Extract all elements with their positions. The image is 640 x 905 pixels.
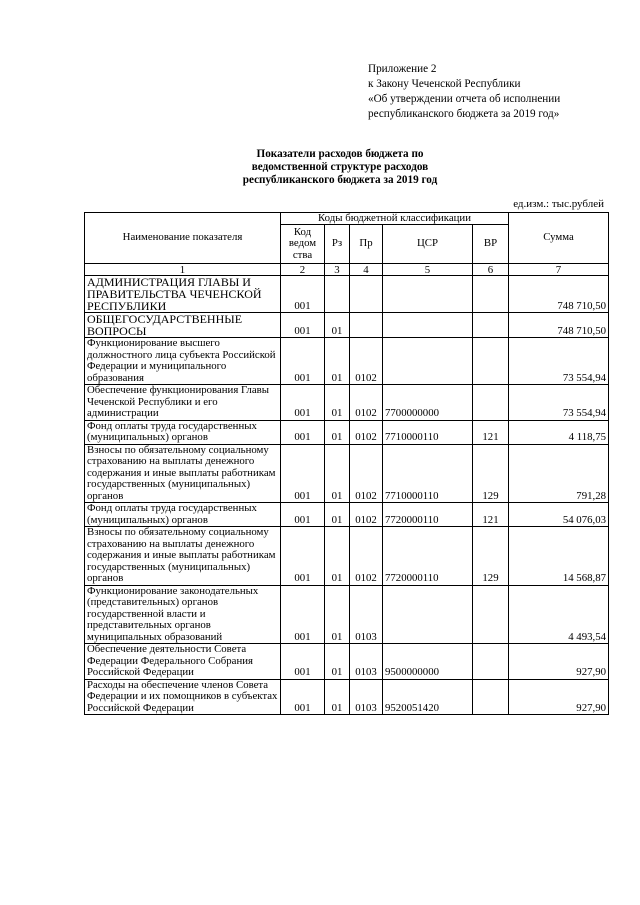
header-kod-line: ства: [292, 248, 313, 261]
header-pr: Пр: [350, 225, 383, 264]
row-name: Обеспечение деятельности Совета Федерации Федерального Собрания Российской Федерации: [85, 644, 281, 680]
row-sum: 4 118,75: [509, 420, 609, 444]
header-kod: [281, 225, 325, 264]
row-sum: 791,28: [509, 444, 609, 503]
row-rz: 01: [325, 679, 350, 715]
table-row: [85, 644, 609, 680]
row-vr: [473, 338, 509, 385]
row-sum: 927,90: [509, 679, 609, 715]
title-line: республиканского бюджета за 2019 год: [242, 174, 438, 186]
row-pr: 0103: [350, 679, 383, 715]
table-body: [85, 276, 609, 715]
row-vr: [473, 385, 509, 421]
row-csr: 7710000110: [383, 444, 473, 503]
header-name: Наименование показателя: [85, 213, 281, 264]
column-number: 4: [350, 264, 383, 276]
row-vr: 129: [473, 527, 509, 586]
column-number: 2: [281, 264, 325, 276]
row-csr: [383, 338, 473, 385]
title-line: ведомственной структуре расходов: [251, 161, 429, 173]
table-row: [85, 527, 609, 586]
row-vr: [473, 644, 509, 680]
header-codes-group: Коды бюджетной классификации: [281, 213, 509, 225]
column-number: 3: [325, 264, 350, 276]
expenditure-table: [84, 212, 609, 715]
row-vr: 121: [473, 420, 509, 444]
row-csr: 7700000000: [383, 385, 473, 421]
table-row: [85, 679, 609, 715]
row-name: Расходы на обеспечение членов Совета Федерации и их помощников в субъектах Российской Федерации: [85, 679, 281, 715]
row-sum: 73 554,94: [509, 385, 609, 421]
header-sum: Сумма: [509, 213, 609, 264]
row-name: АДМИНИСТРАЦИЯ ГЛАВЫ И ПРАВИТЕЛЬСТВА ЧЕЧЕНСКОЙ РЕСПУБЛИКИ: [85, 276, 281, 313]
row-name: Взносы по обязательному социальному страхованию на выплаты денежного содержания и иные выплаты работникам государственных (муниципальных) органов: [85, 527, 281, 586]
header-rz: Рз: [325, 225, 350, 264]
row-rz: 01: [325, 503, 350, 527]
row-vr: [473, 276, 509, 313]
row-pr: 0103: [350, 585, 383, 644]
row-sum: 4 493,54: [509, 585, 609, 644]
table-row: [85, 338, 609, 385]
row-csr: 9520051420: [383, 679, 473, 715]
row-kod: 001: [281, 444, 325, 503]
row-name: Обеспечение функционирования Главы Чеченской Республики и его администрации: [85, 385, 281, 421]
row-kod: 001: [281, 276, 325, 313]
row-csr: 7720000110: [383, 527, 473, 586]
row-kod: 001: [281, 420, 325, 444]
row-sum: 748 710,50: [509, 313, 609, 338]
table-row: [85, 444, 609, 503]
row-rz: 01: [325, 644, 350, 680]
row-csr: 9500000000: [383, 644, 473, 680]
row-kod: 001: [281, 585, 325, 644]
row-pr: 0102: [350, 420, 383, 444]
row-pr: 0102: [350, 444, 383, 503]
row-name: Взносы по обязательному социальному страхованию на выплаты денежного содержания и иные выплаты работникам государственных (муниципальных) органов: [85, 444, 281, 503]
row-pr: 0102: [350, 503, 383, 527]
row-sum: 14 568,87: [509, 527, 609, 586]
appendix-line: «Об утверждении отчета об исполнении: [368, 93, 561, 105]
row-kod: 001: [281, 313, 325, 338]
row-kod: 001: [281, 644, 325, 680]
row-kod: 001: [281, 385, 325, 421]
row-kod: 001: [281, 503, 325, 527]
title-line: Показатели расходов бюджета по: [256, 148, 424, 160]
row-name: Фонд оплаты труда государственных (муниципальных) органов: [85, 503, 281, 527]
row-rz: 01: [325, 385, 350, 421]
row-sum: 748 710,50: [509, 276, 609, 313]
row-sum: 73 554,94: [509, 338, 609, 385]
row-vr: [473, 585, 509, 644]
row-name: Функционирование законодательных (представительных) органов государственной власти и представительных органов муниципальных образований: [85, 585, 281, 644]
row-sum: 54 076,03: [509, 503, 609, 527]
column-number-row: [85, 264, 609, 276]
row-vr: 121: [473, 503, 509, 527]
header-vr: ВР: [473, 225, 509, 264]
appendix-line: к Закону Чеченской Республики: [368, 78, 521, 90]
appendix-note: [368, 62, 560, 122]
row-rz: 01: [325, 444, 350, 503]
row-rz: [325, 276, 350, 313]
row-pr: [350, 313, 383, 338]
table-row: [85, 420, 609, 444]
row-vr: [473, 313, 509, 338]
row-kod: 001: [281, 338, 325, 385]
row-sum: 927,90: [509, 644, 609, 680]
appendix-line: республиканского бюджета за 2019 год»: [368, 108, 560, 120]
unit-label: ед.изм.: тыс.рублей: [513, 198, 604, 210]
row-rz: 01: [325, 338, 350, 385]
row-csr: [383, 313, 473, 338]
row-name: Фонд оплаты труда государственных (муниципальных) органов: [85, 420, 281, 444]
row-csr: [383, 276, 473, 313]
row-name: ОБЩЕГОСУДАРСТВЕННЫЕ ВОПРОСЫ: [85, 313, 281, 338]
row-pr: 0102: [350, 527, 383, 586]
table-row: [85, 503, 609, 527]
row-name: Функционирование высшего должностного лица субъекта Российской Федерации и муниципального образования: [85, 338, 281, 385]
column-number: 7: [509, 264, 609, 276]
column-number: 5: [383, 264, 473, 276]
column-number: 1: [85, 264, 281, 276]
row-csr: [383, 585, 473, 644]
row-pr: 0102: [350, 385, 383, 421]
row-pr: [350, 276, 383, 313]
table-row: [85, 276, 609, 313]
header-kod-line: Код: [293, 225, 312, 238]
document-title: [200, 148, 480, 187]
header-csr: ЦСР: [383, 225, 473, 264]
row-pr: 0102: [350, 338, 383, 385]
row-rz: 01: [325, 313, 350, 338]
row-kod: 001: [281, 527, 325, 586]
row-vr: [473, 679, 509, 715]
table-row: [85, 585, 609, 644]
table-row: [85, 385, 609, 421]
column-number: 6: [473, 264, 509, 276]
row-csr: 7720000110: [383, 503, 473, 527]
header-kod-line: ведом: [288, 237, 317, 250]
appendix-line: Приложение 2: [368, 63, 437, 75]
row-rz: 01: [325, 527, 350, 586]
row-kod: 001: [281, 679, 325, 715]
row-vr: 129: [473, 444, 509, 503]
row-pr: 0103: [350, 644, 383, 680]
row-rz: 01: [325, 585, 350, 644]
table-row: [85, 313, 609, 338]
row-rz: 01: [325, 420, 350, 444]
row-csr: 7710000110: [383, 420, 473, 444]
